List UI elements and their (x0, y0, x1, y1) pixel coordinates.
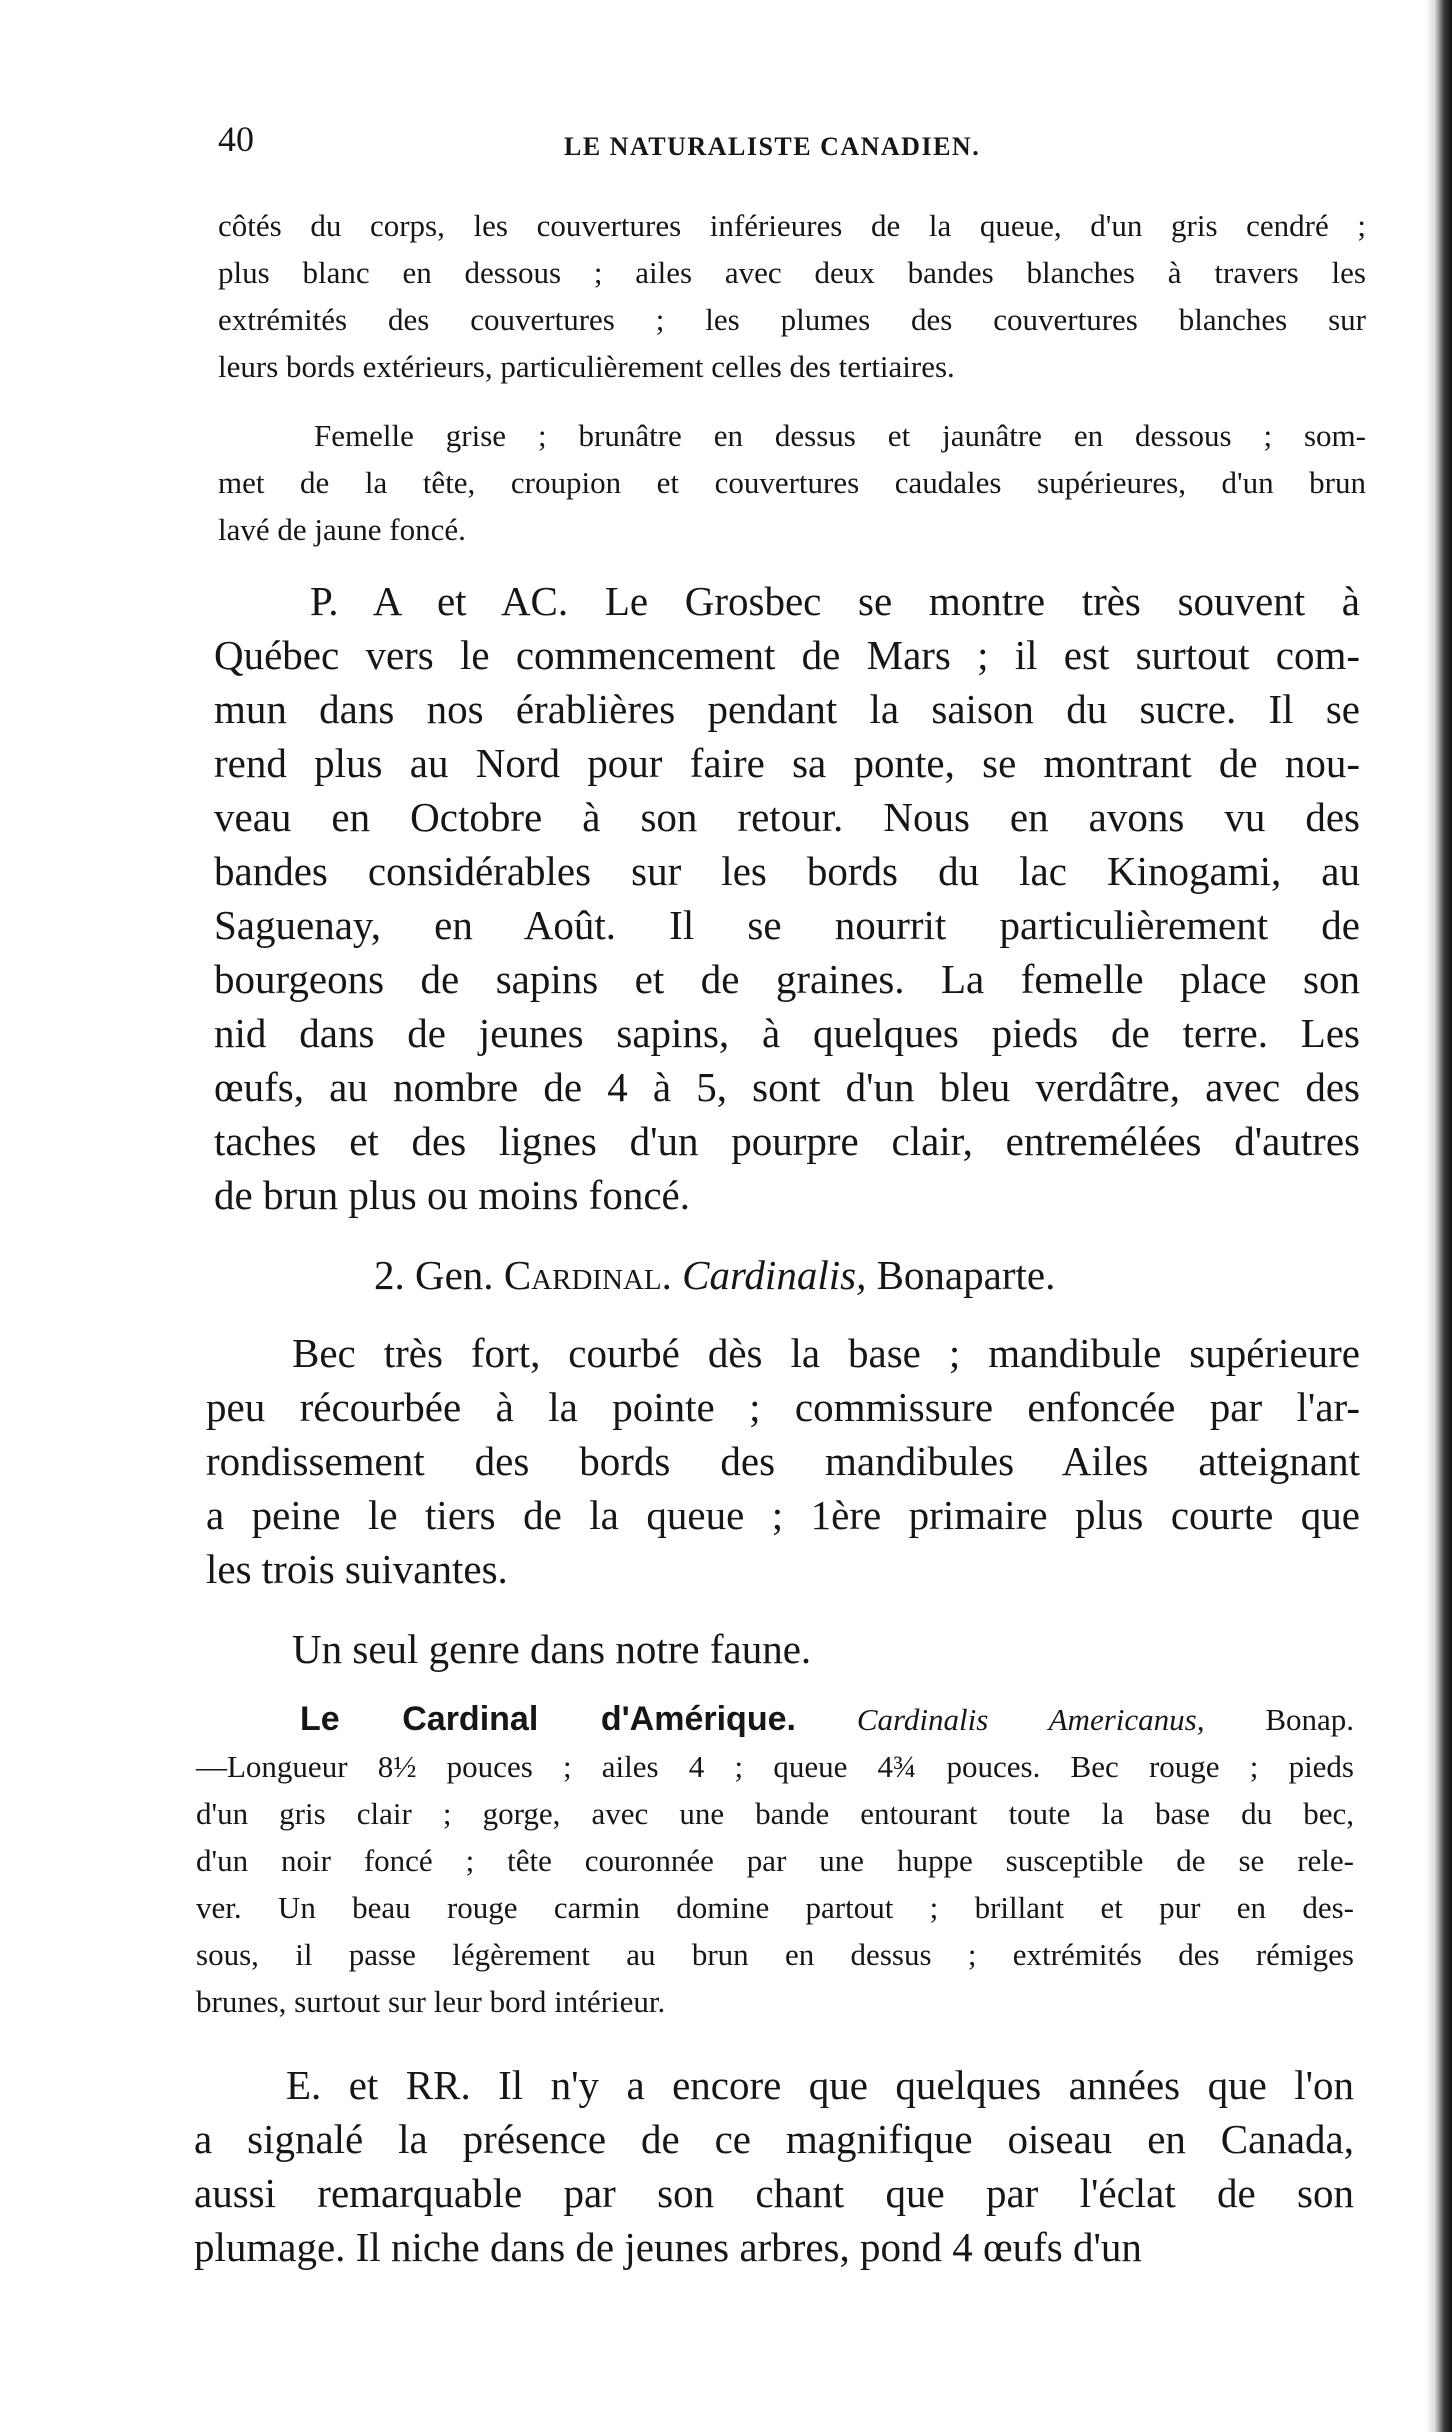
binding-edge-shadow (1426, 0, 1452, 2432)
text-line: Saguenay, en Août. Il se nourrit particulièrement de (214, 902, 1360, 948)
text-line: plumage. Il niche dans de jeunes arbres, pond 4 œufs d'un (194, 2224, 1142, 2270)
text-line: mun dans nos érablières pendant la saison du sucre. Il se (214, 686, 1360, 732)
text-line: ver. Un beau rouge carmin domine partout ; brillant et pur en des- (196, 1890, 1354, 1925)
text-line: œufs, au nombre de 4 à 5, sont d'un bleu verdâtre, avec des (214, 1064, 1360, 1110)
text-line: d'un noir foncé ; tête couronnée par une huppe susceptible de se rele- (196, 1843, 1354, 1878)
text-line: brunes, surtout sur leur bord intérieur. (196, 1984, 666, 2019)
text-line: côtés du corps, les couvertures inférieures de la queue, d'un gris cendré ; (218, 208, 1366, 243)
species-latin: Cardinalis Americanus, (856, 1702, 1205, 1737)
text-line: Québec vers le commencement de Mars ; il est surtout com- (214, 632, 1360, 678)
genus-number: 2. Gen. (374, 1252, 494, 1298)
text-line: veau en Octobre à son retour. Nous en avons vu des (214, 794, 1360, 840)
paragraph-cardinal-description (196, 1696, 1354, 2025)
page-header (218, 118, 1348, 168)
paragraph-male-description (218, 202, 1366, 390)
running-title: LE NATURALISTE CANADIEN. (564, 132, 981, 161)
text-line: rondissement des bords des mandibules Ailes atteignant (206, 1438, 1360, 1484)
genus-author: Bonaparte. (876, 1252, 1056, 1298)
text-line: rend plus au Nord pour faire sa ponte, se montrant de nou- (214, 740, 1360, 786)
paragraph-genus-description (206, 1326, 1360, 1596)
text-line: a peine le tiers de la queue ; 1ère primaire plus courte que (206, 1492, 1360, 1538)
text-line: lavé de jaune foncé. (218, 512, 466, 547)
paragraph-grosbec-habits (214, 574, 1360, 1222)
text-line: de brun plus ou moins foncé. (214, 1172, 690, 1218)
text-line: met de la tête, croupion et couvertures caudales supérieures, d'un brun (218, 465, 1366, 500)
text-line: bandes considérables sur les bords du lac Kinogami, au (214, 848, 1360, 894)
page-number: 40 (218, 119, 254, 159)
text-line: —Longueur 8½ pouces ; ailes 4 ; queue 4¾ pouces. Bec rouge ; pieds (196, 1749, 1354, 1784)
text-line: P. A et AC. Le Grosbec se montre très souvent à (310, 578, 1360, 624)
text-line: extrémités des couvertures ; les plumes des couvertures blanches sur (218, 302, 1366, 337)
text-line: aussi remarquable par son chant que par l'éclat de son (194, 2170, 1354, 2216)
text-line: sous, il passe légèrement au brun en dessus ; extrémités des rémiges (196, 1937, 1354, 1972)
section-heading-genus (374, 1248, 1055, 1302)
genus-name: Cardinal. (503, 1252, 672, 1298)
paragraph-single-genus: Un seul genre dans notre faune. (292, 1626, 812, 1672)
text-line: plus blanc en dessous ; ailes avec deux bandes blanches à travers les (218, 255, 1366, 290)
text-line (196, 1696, 1354, 1743)
text-line: d'un gris clair ; gorge, avec une bande entourant toute la base du bec, (196, 1796, 1354, 1831)
text-line: Femelle grise ; brunâtre en dessus et jaunâtre en dessous ; som- (314, 418, 1366, 453)
text-line: nid dans de jeunes sapins, à quelques pieds de terre. Les (214, 1010, 1360, 1056)
species-author: Bonap. (1265, 1702, 1355, 1737)
text-line: les trois suivantes. (206, 1546, 508, 1592)
text-line: Bec très fort, courbé dès la base ; mandibule supérieure (292, 1330, 1360, 1376)
paragraph-cardinal-habits (194, 2058, 1354, 2274)
text-line: E. et RR. Il n'y a encore que quelques années que l'on (286, 2062, 1354, 2108)
text-line: taches et des lignes d'un pourpre clair, entremélées d'autres (214, 1118, 1360, 1164)
text-line: bourgeons de sapins et de graines. La femelle place son (214, 956, 1360, 1002)
text-line: leurs bords extérieurs, particulièrement celles des tertiaires. (218, 349, 955, 384)
genus-latin: Cardinalis, (682, 1252, 867, 1298)
text-line: a signalé la présence de ce magnifique oiseau en Canada, (194, 2116, 1354, 2162)
paragraph-female-description (218, 412, 1366, 553)
text-line: peu récourbée à la pointe ; commissure enfoncée par l'ar- (206, 1384, 1360, 1430)
species-name: Le Cardinal d'Amérique. (300, 1700, 796, 1738)
